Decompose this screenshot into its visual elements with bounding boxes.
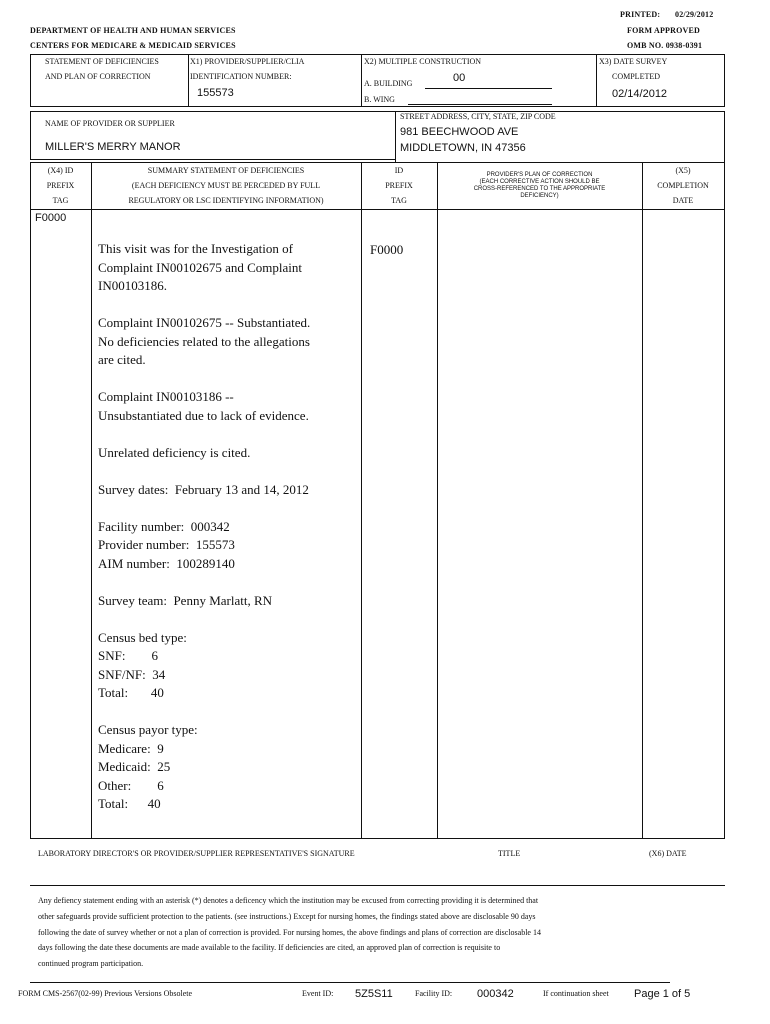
facility-id-label: Facility ID:: [415, 989, 453, 998]
col-x4-prefix: PREFIX: [46, 181, 75, 190]
col-id-prefix: PREFIX: [385, 181, 413, 190]
col-summary-2: (EACH DEFICIENCY MUST BE PERCEDED BY FULL: [131, 181, 321, 190]
notice-line-3: following the date of survey whether or not a plan of correction is provided. For nursing homes, the above findings and plans of correction are disclosable 14: [38, 928, 541, 937]
centers-title: CENTERS FOR MEDICARE & MEDICAID SERVICES: [30, 41, 236, 50]
department-title: DEPARTMENT OF HEALTH AND HUMAN SERVICES: [30, 26, 236, 35]
provider-name-value: MILLER'S MERRY MANOR: [45, 141, 181, 153]
x1-label: X1) PROVIDER/SUPPLIER/CLIA: [190, 57, 305, 66]
printed-date: 02/29/2012: [675, 10, 714, 19]
col-id-tag: TAG: [391, 196, 407, 205]
plan-of-correction-label: AND PLAN OF CORRECTION: [45, 72, 151, 81]
printed-label: PRINTED:: [620, 10, 661, 19]
provider-id-value: 155573: [197, 87, 234, 99]
wing-label: B. WING: [364, 95, 395, 104]
deficiency-summary-text: This visit was for the Investigation of Complaint IN00102675 and Complaint IN00103186. Complaint IN00102675 -- Substantiated. No deficiencies related to the allegations are cited. Complaint IN00103186 -- Unsubstantiated due to lack of evidence. Unrelated deficiency is cited. Survey dates: February 13 and 14, 2012 Facility number: 000342 Provider number: 155573 AIM number: 100289140 Survey team: Penny Marlatt, RN Census bed type: SNF: 6 SNF/NF: 34 Total: 40 Census payor type: Medicare: 9 Medicaid: 25 Other: 6 Total: 40: [98, 241, 311, 811]
address-line-2: MIDDLETOWN, IN 47356: [400, 142, 526, 154]
col-id: ID: [394, 166, 404, 175]
notice-line-1: Any defiency statement ending with an asterisk (*) denotes a deficency which the institution may be excused from correcting providing it is determined that: [38, 896, 539, 905]
page-number: Page 1 of 5: [634, 988, 691, 1000]
tag-left: F0000: [35, 212, 67, 224]
x1-label-2: IDENTIFICATION NUMBER:: [190, 72, 292, 81]
x3-label-2: COMPLETED: [612, 72, 660, 81]
col-x4-tag: TAG: [52, 196, 69, 205]
col-plan-2: (EACH CORRECTIVE ACTION SHOULD BE: [479, 179, 600, 185]
col-summary-3: REGULATORY OR LSC IDENTIFYING INFORMATION): [128, 196, 324, 205]
provider-name-label: NAME OF PROVIDER OR SUPPLIER: [45, 119, 175, 128]
col-x5: (X5): [675, 166, 691, 175]
notice-line-2: other safeguards provide sufficient protection to the patients. (see instructions.) Except for nursing homes, the findings stated above are disclosable 90 days: [38, 912, 536, 921]
statement-label: STATEMENT OF DEFICIENCIES: [45, 57, 159, 66]
form-number: FORM CMS-2567(02-99) Previous Versions Obsolete: [18, 989, 193, 998]
col-plan-3: CROSS-REFERENCED TO THE APPROPRIATE: [473, 186, 606, 192]
address-line-1: 981 BEECHWOOD AVE: [400, 126, 519, 138]
event-id-value: 5Z5S11: [355, 988, 393, 1000]
building-value: 00: [453, 72, 466, 84]
signature-label: LABORATORY DIRECTOR'S OR PROVIDER/SUPPLIER REPRESENTATIVE'S SIGNATURE: [38, 849, 355, 858]
x2-label: X2) MULTIPLE CONSTRUCTION: [364, 57, 482, 66]
col-x5-completion: COMPLETION: [657, 181, 709, 190]
col-summary-1: SUMMARY STATEMENT OF DEFICIENCIES: [147, 166, 305, 175]
title-label: TITLE: [498, 849, 521, 858]
col-plan-1: PROVIDER'S PLAN OF CORRECTION: [486, 172, 593, 178]
x3-label: X3) DATE SURVEY: [599, 57, 668, 66]
tag-right: F0000: [370, 242, 404, 257]
address-label: STREET ADDRESS, CITY, STATE, ZIP CODE: [400, 112, 556, 121]
col-plan-4: DEFICIENCY): [520, 193, 559, 199]
notice-line-5: continued program participation.: [38, 959, 144, 968]
col-x5-date: DATE: [672, 196, 694, 205]
continuation-label: If continuation sheet: [543, 989, 609, 998]
event-id-label: Event ID:: [302, 989, 334, 998]
omb-number: OMB NO. 0938-0391: [627, 41, 703, 50]
form-approved: FORM APPROVED: [627, 26, 701, 35]
x6-date-label: (X6) DATE: [649, 849, 687, 858]
col-x4-id: (X4) ID: [47, 166, 74, 175]
building-label: A. BUILDING: [364, 79, 413, 88]
facility-id-value: 000342: [477, 988, 514, 1000]
notice-line-4: days following the date these documents are made available to the facility. If deficiencies are cited, an approved plan of correction is requisite to: [38, 943, 501, 952]
survey-date-value: 02/14/2012: [612, 88, 668, 100]
